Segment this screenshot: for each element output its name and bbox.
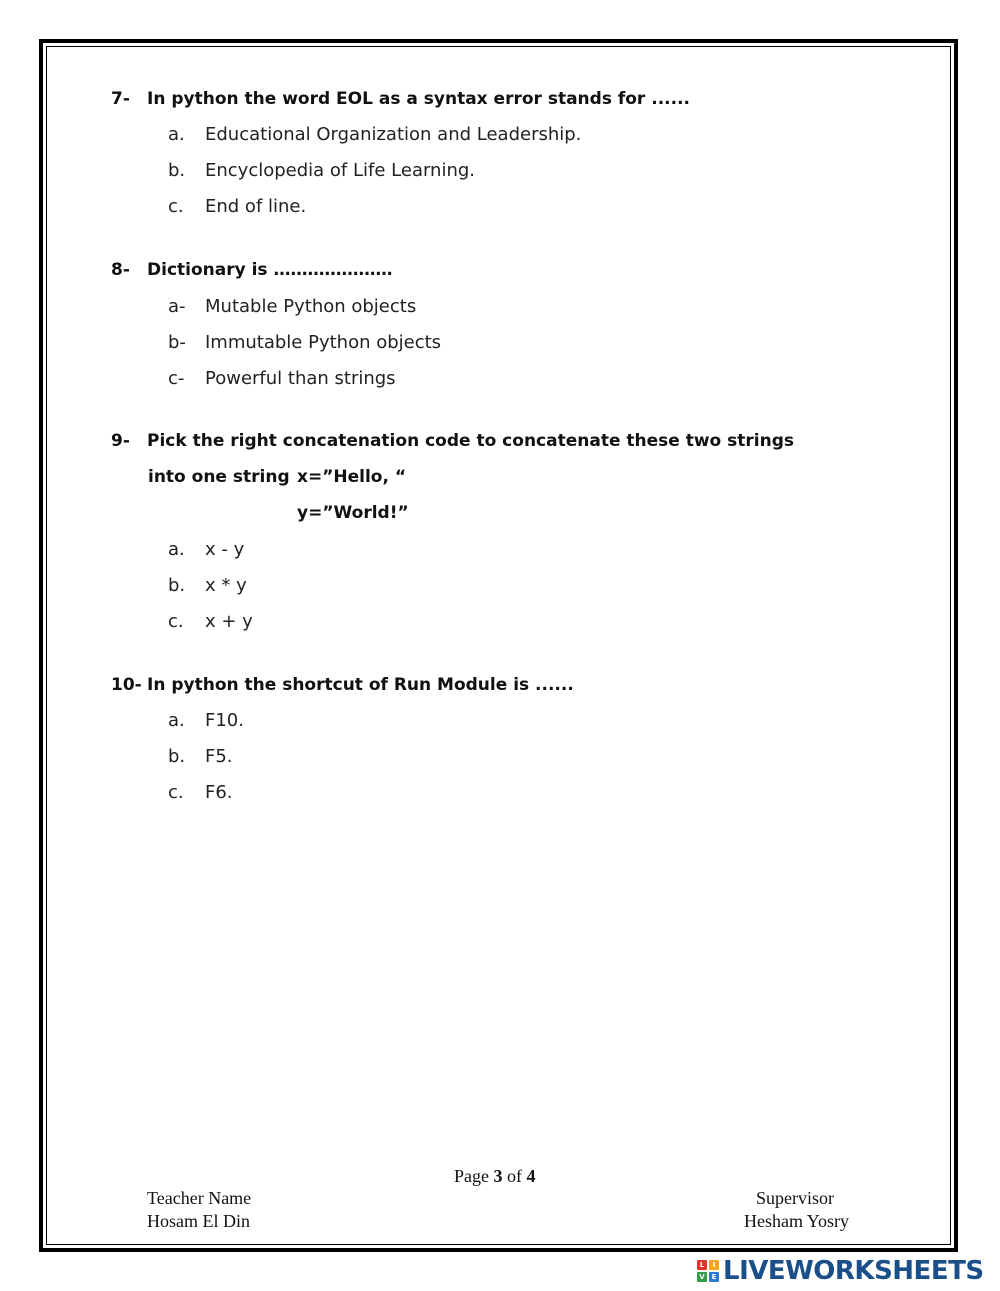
question-text-continued: into one string [148,467,290,487]
liveworksheets-brand[interactable] [697,1256,984,1286]
option-text[interactable]: F10. [205,710,244,731]
question-number: 10- [111,675,142,695]
option-text[interactable]: Mutable Python objects [205,296,417,317]
page-current: 3 [493,1166,503,1186]
question-number: 9- [111,431,130,451]
option-letter: c. [168,782,184,803]
page-number [454,1166,536,1187]
option-text[interactable]: Immutable Python objects [205,332,442,353]
option-text[interactable]: End of line. [205,196,307,217]
teacher-label: Teacher Name [147,1188,252,1208]
option-letter: c. [168,196,184,217]
option-letter: b. [168,746,186,767]
page-of: of [507,1166,522,1186]
option-text[interactable]: Powerful than strings [205,368,396,389]
question-text: Pick the right concatenation code to concatenate these two strings [147,431,794,451]
option-text[interactable]: F5. [205,746,233,767]
option-letter: a. [168,539,185,560]
supervisor-label: Supervisor [756,1188,834,1208]
question-text: In python the word EOL as a syntax error stands for ...... [147,89,690,109]
supervisor-name: Hesham Yosry [743,1211,849,1231]
option-letter: b. [168,160,186,181]
question-number: 8- [111,260,130,280]
liveworksheets-logo-icon [697,1260,719,1282]
question-number: 7- [111,89,130,109]
option-letter: a. [168,124,185,145]
code-x-assignment: x=”Hello, “ [297,467,407,487]
teacher-name: Hosam El Din [147,1211,250,1231]
option-text[interactable]: Encyclopedia of Life Learning. [205,160,476,181]
question-text: Dictionary is ………………… [147,260,393,280]
logo-cell: I [709,1260,719,1270]
option-text[interactable]: x * y [205,575,247,596]
option-letter: c. [168,611,184,632]
page-border-inner [46,46,951,1245]
logo-cell: V [697,1272,707,1282]
option-text[interactable]: x + y [205,611,253,632]
option-letter: c- [168,368,185,389]
option-letter: b- [168,332,186,353]
option-letter: a- [168,296,186,317]
logo-cell: L [697,1260,707,1270]
option-text[interactable]: F6. [205,782,233,803]
brand-name: LIVEWORKSHEETS [723,1256,984,1286]
option-letter: b. [168,575,186,596]
page-prefix: Page [454,1166,489,1186]
option-letter: a. [168,710,185,731]
option-text[interactable]: Educational Organization and Leadership. [205,124,582,145]
page-total: 4 [526,1166,536,1186]
logo-cell: E [709,1272,719,1282]
code-y-assignment: y=”World!” [297,503,409,523]
option-text[interactable]: x - y [205,539,245,560]
question-text: In python the shortcut of Run Module is ...... [147,675,574,695]
